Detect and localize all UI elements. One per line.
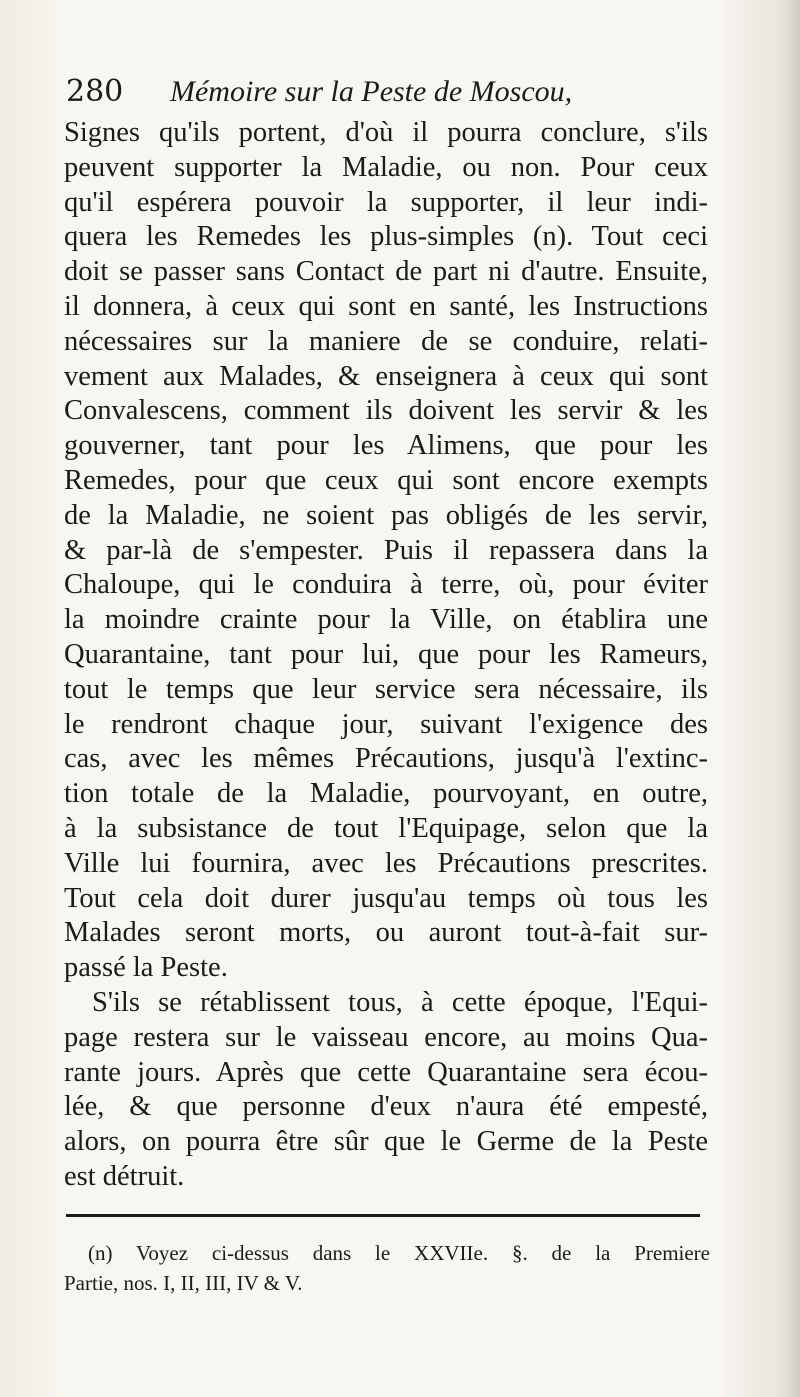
footnote-divider bbox=[66, 1214, 700, 1217]
text-line: vement aux Malades, & enseignera à ceux qui sont bbox=[64, 360, 708, 392]
text-line: quera les Remedes les plus-simples (n). Tout ceci bbox=[64, 221, 708, 253]
text-line: nécessaires sur la maniere de se conduire, relati- bbox=[64, 325, 708, 357]
text-line: Tout cela doit durer jusqu'au temps où tous les bbox=[64, 882, 708, 914]
text-line: tion totale de la Maladie, pourvoyant, en outre, bbox=[64, 778, 708, 810]
text-line: Quarantaine, tant pour lui, que pour les Rameurs, bbox=[64, 638, 708, 670]
text-line: Malades seront morts, ou auront tout-à-fait sur- bbox=[64, 917, 708, 949]
text-line: gouverner, tant pour les Alimens, que pour les bbox=[64, 430, 708, 462]
body-text bbox=[64, 116, 708, 1195]
text-line: peuvent supporter la Maladie, ou non. Pour ceux bbox=[64, 151, 708, 183]
text-line: la moindre crainte pour la Ville, on établira une bbox=[64, 604, 708, 636]
text-line: il donnera, à ceux qui sont en santé, les Instructions bbox=[64, 290, 708, 322]
text-line: de la Maladie, ne soient pas obligés de les servir, bbox=[64, 499, 708, 531]
page-header bbox=[66, 72, 706, 112]
text-line: Remedes, pour que ceux qui sont encore exempts bbox=[64, 464, 708, 496]
text-line: cas, avec les mêmes Précautions, jusqu'à l'extinc- bbox=[64, 743, 708, 775]
text-line: doit se passer sans Contact de part ni d'autre. Ensuite, bbox=[64, 256, 708, 288]
footnote-line: (n) Voyez ci-dessus dans le XXVIIe. §. de la Premiere bbox=[88, 1241, 710, 1265]
text-line: tout le temps que leur service sera nécessaire, ils bbox=[64, 673, 708, 705]
text-line: & par-là de s'empester. Puis il repassera dans la bbox=[64, 534, 708, 566]
text-line: est détruit. bbox=[64, 1160, 185, 1192]
text-line: passé la Peste. bbox=[64, 952, 228, 984]
text-line: page restera sur le vaisseau encore, au moins Qua- bbox=[64, 1021, 708, 1053]
footnote bbox=[64, 1238, 710, 1298]
text-line: lée, & que personne d'eux n'aura été empesté, bbox=[64, 1091, 708, 1123]
text-line: le rendront chaque jour, suivant l'exigence des bbox=[64, 708, 708, 740]
text-line: à la subsistance de tout l'Equipage, selon que la bbox=[64, 812, 708, 844]
text-line: Ville lui fournira, avec les Précautions prescrites. bbox=[64, 847, 708, 879]
page-gutter bbox=[786, 0, 800, 1397]
footnote-line: Partie, nos. I, II, III, IV & V. bbox=[64, 1271, 303, 1295]
text-line: rante jours. Après que cette Quarantaine sera écou- bbox=[64, 1056, 708, 1088]
text-line: Convalescens, comment ils doivent les servir & les bbox=[64, 395, 708, 427]
text-line: Signes qu'ils portent, d'où il pourra conclure, s'ils bbox=[64, 117, 708, 148]
text-line: alors, on pourra être sûr que le Germe de la Peste bbox=[64, 1126, 708, 1158]
page-number: 280 bbox=[66, 74, 124, 109]
text-line: S'ils se rétablissent tous, à cette époque, l'Equi- bbox=[92, 986, 708, 1018]
text-line: qu'il espérera pouvoir la supporter, il leur indi- bbox=[64, 186, 708, 218]
text-line: Chaloupe, qui le conduira à terre, où, pour éviter bbox=[64, 569, 708, 601]
running-title: Mémoire sur la Peste de Moscou, bbox=[170, 75, 573, 108]
